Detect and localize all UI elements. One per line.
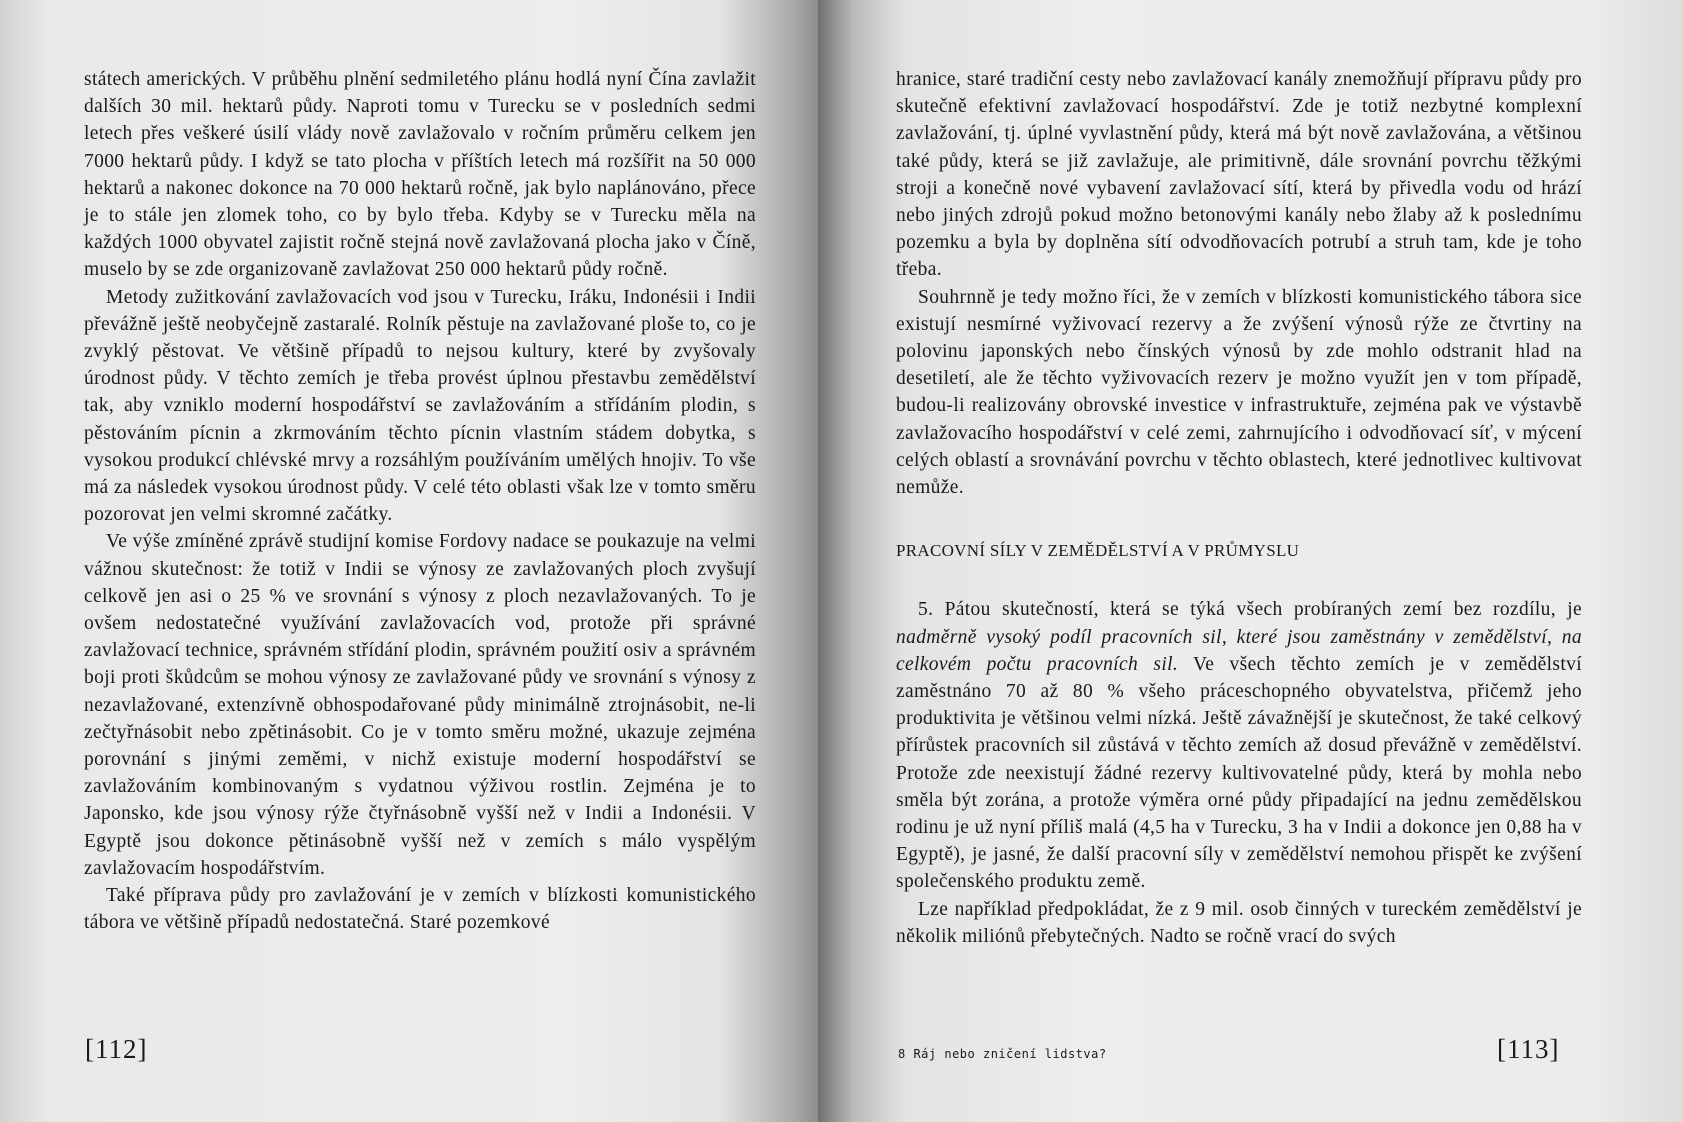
right-page-body <box>896 66 1582 950</box>
right-paragraph-2: Souhrnně je tedy možno říci, že v zemích v blízkosti komunistického tábora sice existují nesmírné vyživovací rezervy a že zvýšení výnosů rýže ze čtvrtiny na polovinu japonských nebo čínských výnosů by zde mohlo odstranit hlad na desetiletí, ale že těchto vyživovacích rezerv je možno využít jen v tom případě, budou-li realizovány obrovské investice v infrastruktuře, zejména pak ve výstavbě zavlažovacího hospodářství v celé zemi, zahrnujícího i odvodňovací síť, v mýcení celých oblastí a srovnávání povrchu v těchto oblastech, které jednotlivec kultivovat nemůže. <box>896 286 1582 499</box>
right-page-number: [113] <box>1497 1034 1560 1064</box>
section-heading: PRACOVNÍ SÍLY V ZEMĚDĚLSTVÍ A V PRŮMYSLU <box>896 541 1300 561</box>
left-page <box>0 0 818 1122</box>
right-paragraph-1: hranice, staré tradiční cesty nebo zavlažovací kanály znemožňují přípravu půdy pro skutečně efektivní zavlažovací hospodářství. Zde je totiž nezbytné komplexní zavlažování, tj. úplné vyvlastnění půdy, která má být nově zavlažována, a většinou také půdy, která se již zavlažuje, ale primitivně, dále srovnání povrchu těžkými stroji a konečně nové vybavení zavlažovací sítí, která by přivedla vodu od hrází nebo jiných zdrojů pokud možno betonovými kanály nebo žlaby až k poslednímu pozemku a byla by doplněna sítí odvodňovacích potrubí a struh tam, kde je toho třeba. <box>896 69 1582 281</box>
left-page-number: [112] <box>85 1034 148 1064</box>
para5-start: 5. Pátou skutečností, která se týká všech probíraných zemí bez rozdílu, je <box>918 599 1582 621</box>
right-paragraph-last: Lze například předpokládat, že z 9 mil. osob činných v tureckém zemědělství je několik miliónů přebytečných. Nadto se ročně vrací do svých <box>896 898 1582 947</box>
left-paragraph-1: státech amerických. V průběhu plnění sedmiletého plánu hodlá nyní Čína zavlažit dalších 30 mil. hektarů půdy. Naproti tomu v Turecku se v posledních sedmi letech přes veškeré úsilí vlády nově zavlažovalo v ročním průměru celkem jen 7000 hektarů půdy. I když se tato plocha v příštích letech má rozšířit na 50 000 hektarů a nakonec dokonce na 70 000 hektarů ročně, jak bylo naplánováno, přece je to stále jen zlomek toho, co by bylo třeba. Kdyby se v Turecku měla na každých 1000 obyvatel zajistit ročně stejná nově zavlažovaná plocha jako v Číně, muselo by se zde organizovaně zavlažovat 250 000 hektarů půdy ročně. <box>84 69 756 281</box>
left-paragraph-3: Ve výše zmíněné zprávě studijní komise Fordovy nadace se poukazuje na velmi vážnou skutečnost: že totiž v Indii se výnosy ze zavlažovaných ploch zvyšují celkově jen asi o 25 % ve srovnání s výnosy z ploch nezavlažovaných. To je ovšem nedostatečné využívání zavlažovacích vod, protože při správné zavlažovací technice, správném střídání plodin, správném použití osiv a správném boji proti škůdcům se mohou výnosy ze zavlažované půdy ve srovnání s výnosy z nezavlažované, extenzívně obhospodařované půdy minimálně ztrojnásobit, ne-li zečtyřnásobit nebo zpětinásobit. Co je v tomto směru možné, ukazuje zejména porovnání s jinými zeměmi, v nichž existuje moderní hospodářství se zavlažováním kombinovaným s vydatnou výživou rostlin. Zejména je to Japonsko, kde jsou výnosy rýže čtyřnásobně vyšší než v Indii a Indonésii. V Egyptě jsou dokonce pětinásobně vyšší než v zemích s málo vyspělým zavlažovacím hospodářstvím. <box>84 531 756 879</box>
left-paragraph-2: Metody zužitkování zavlažovacích vod jsou v Turecku, Iráku, Indonésii i Indii převážně ještě neobyčejně zastaralé. Rolník pěstuje na zavlažované ploše to, co je zvyklý pěstovat. Ve většině případů to nejsou kultury, které by zvyšovaly úrodnost půdy. V těchto zemích je třeba provést úplnou přestavbu zemědělství tak, aby vzniklo moderní hospodářství se zavlažováním a střídáním plodin, s pěstováním pícnin a zkrmováním těchto pícnin vlastním stádem dobytka, s vysokou produkcí chlévské mrvy a rozsáhlým používáním umělých hnojiv. To vše má za následek vysokou úrodnost půdy. V celé této oblasti však lze v tomto směru pozorovat jen velmi skromné začátky. <box>84 286 756 526</box>
left-page-body <box>84 66 756 937</box>
para5-italic: nadměrně vysoký podíl pracovních sil, které jsou zaměstnány v zemědělství, na celkovém počtu pracovních sil. <box>896 626 1582 675</box>
left-paragraph-4: Také příprava půdy pro zavlažování je v zemích v blízkosti komunistického tábora ve většině případů nedostatečná. Staré pozemkové <box>84 885 756 934</box>
right-page <box>818 0 1683 1122</box>
footer-note: 8 Ráj nebo zničení lidstva? <box>898 1047 1107 1061</box>
para5-end: Ve všech těchto zemích je v zemědělství zaměstnáno 70 až 80 % všeho práceschopného obyvatelstva, přičemž jeho produktivita je většinou velmi nízká. Ještě závažnější je skutečnost, že také celkový přírůstek pracovních sil zůstává v těchto zemích až dosud převážně v zemědělství. Protože zde neexistují žádné rezervy kultivovatelné půdy, která by mohla nebo směla být zorána, a protože výměra orné půdy připadající na jednu zemědělskou rodinu je už nyní příliš malá (4,5 ha v Turecku, 3 ha v Indii a dokonce jen 0,88 ha v Egyptě), je jasné, že další pracovní síly v zemědělství nemohou přispět ke zvýšení společenského produktu země. <box>896 653 1582 893</box>
right-paragraph-5 <box>896 596 1582 895</box>
